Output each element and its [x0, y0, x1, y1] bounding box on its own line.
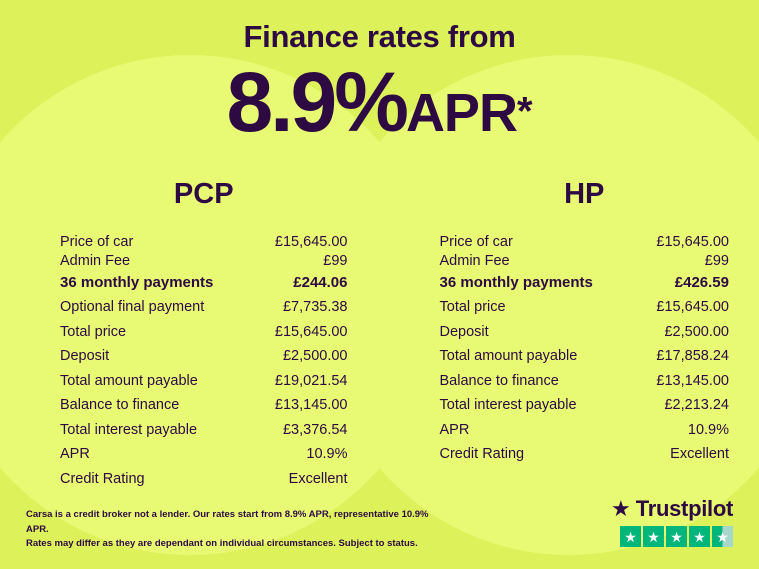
row-label: 36 monthly payments — [60, 274, 214, 292]
hp-title: HP — [564, 178, 605, 211]
row-value: £15,645.00 — [656, 234, 729, 251]
disclaimer — [26, 508, 446, 551]
table-row — [440, 418, 730, 443]
pcp-rows — [60, 233, 348, 491]
row-label: Total price — [439, 299, 506, 316]
row-label: APR — [60, 446, 90, 463]
row-label: Total price — [60, 323, 127, 340]
row-value: £13,145.00 — [274, 397, 348, 414]
trustpilot-logo — [611, 496, 733, 522]
hp-column — [380, 178, 759, 491]
table-row — [60, 344, 348, 369]
row-label: Total amount payable — [60, 372, 198, 389]
hp-rows — [440, 233, 730, 467]
star-icon: ★ — [666, 526, 687, 547]
table-row — [440, 442, 730, 467]
page-title: Finance rates from — [243, 19, 516, 54]
row-label: Total interest payable — [60, 421, 198, 438]
trustpilot-rating — [611, 526, 733, 547]
row-label: Price of car — [60, 234, 134, 251]
table-row — [60, 418, 348, 443]
table-row — [60, 295, 348, 320]
table-row — [60, 369, 348, 394]
row-value: 10.9% — [306, 446, 348, 463]
row-value: £19,021.54 — [274, 372, 348, 389]
row-label: Deposit — [60, 348, 110, 365]
row-value: £2,500.00 — [282, 348, 348, 365]
table-row — [60, 252, 348, 271]
row-label: APR — [439, 421, 470, 438]
star-icon: ★ — [643, 526, 664, 547]
table-row — [440, 270, 730, 295]
row-label: Total amount payable — [439, 348, 578, 365]
table-row — [60, 467, 348, 492]
row-value: £15,645.00 — [274, 234, 348, 251]
row-value: 10.9% — [687, 421, 729, 438]
row-label: Total interest payable — [439, 397, 577, 414]
disclaimer-line-2: Rates may differ as they are dependant on individual circumstances. Subject to status. — [26, 537, 418, 549]
finance-comparison — [0, 178, 759, 491]
table-row — [440, 252, 730, 271]
table-row — [60, 270, 348, 295]
row-value: £244.06 — [293, 274, 348, 292]
trustpilot-name: Trustpilot — [635, 496, 733, 521]
trustpilot-badge[interactable] — [611, 496, 733, 547]
row-label: Credit Rating — [439, 446, 525, 463]
rate-percentage: 8.9% — [226, 55, 406, 150]
table-row — [440, 344, 730, 369]
table-row — [60, 320, 348, 345]
row-value: Excellent — [670, 446, 729, 463]
row-label: Credit Rating — [60, 470, 145, 487]
row-label: Balance to finance — [60, 397, 180, 414]
row-value: Excellent — [288, 470, 348, 487]
table-row — [60, 442, 348, 467]
row-value: £3,376.54 — [282, 421, 348, 438]
row-value: £13,145.00 — [656, 372, 729, 389]
table-row — [440, 369, 730, 394]
table-row — [60, 393, 348, 418]
row-label: Deposit — [439, 323, 489, 340]
pcp-title: PCP — [173, 178, 234, 211]
row-label: Optional final payment — [60, 299, 205, 316]
table-row — [60, 233, 348, 252]
pcp-column — [0, 178, 380, 491]
star-icon: ★ — [620, 526, 641, 547]
rate-asterisk: * — [516, 89, 533, 134]
headline-rate — [0, 55, 759, 150]
row-value: £2,500.00 — [664, 323, 729, 340]
star-icon-half: ★ — [712, 526, 733, 547]
row-label: Balance to finance — [439, 372, 559, 389]
row-value: £15,645.00 — [656, 299, 729, 316]
row-value: £17,858.24 — [656, 348, 729, 365]
row-label: Price of car — [439, 234, 513, 251]
row-label: Admin Fee — [60, 252, 131, 269]
row-value: £2,213.24 — [664, 397, 729, 414]
row-value: £426.59 — [674, 274, 729, 292]
rate-apr-label: APR — [405, 83, 517, 144]
star-icon: ★ — [611, 496, 631, 521]
table-row — [440, 320, 730, 345]
disclaimer-line-1: Carsa is a credit broker not a lender. Our rates start from 8.9% APR, representative 10.9% APR. — [26, 509, 429, 535]
row-value: £99 — [323, 252, 348, 269]
row-label: 36 monthly payments — [439, 274, 593, 292]
row-value: £7,735.38 — [282, 299, 348, 316]
row-label: Admin Fee — [439, 252, 510, 269]
row-value: £15,645.00 — [274, 323, 348, 340]
star-icon: ★ — [689, 526, 710, 547]
table-row — [440, 393, 730, 418]
table-row — [440, 295, 730, 320]
table-row — [440, 233, 730, 252]
row-value: £99 — [704, 252, 729, 269]
